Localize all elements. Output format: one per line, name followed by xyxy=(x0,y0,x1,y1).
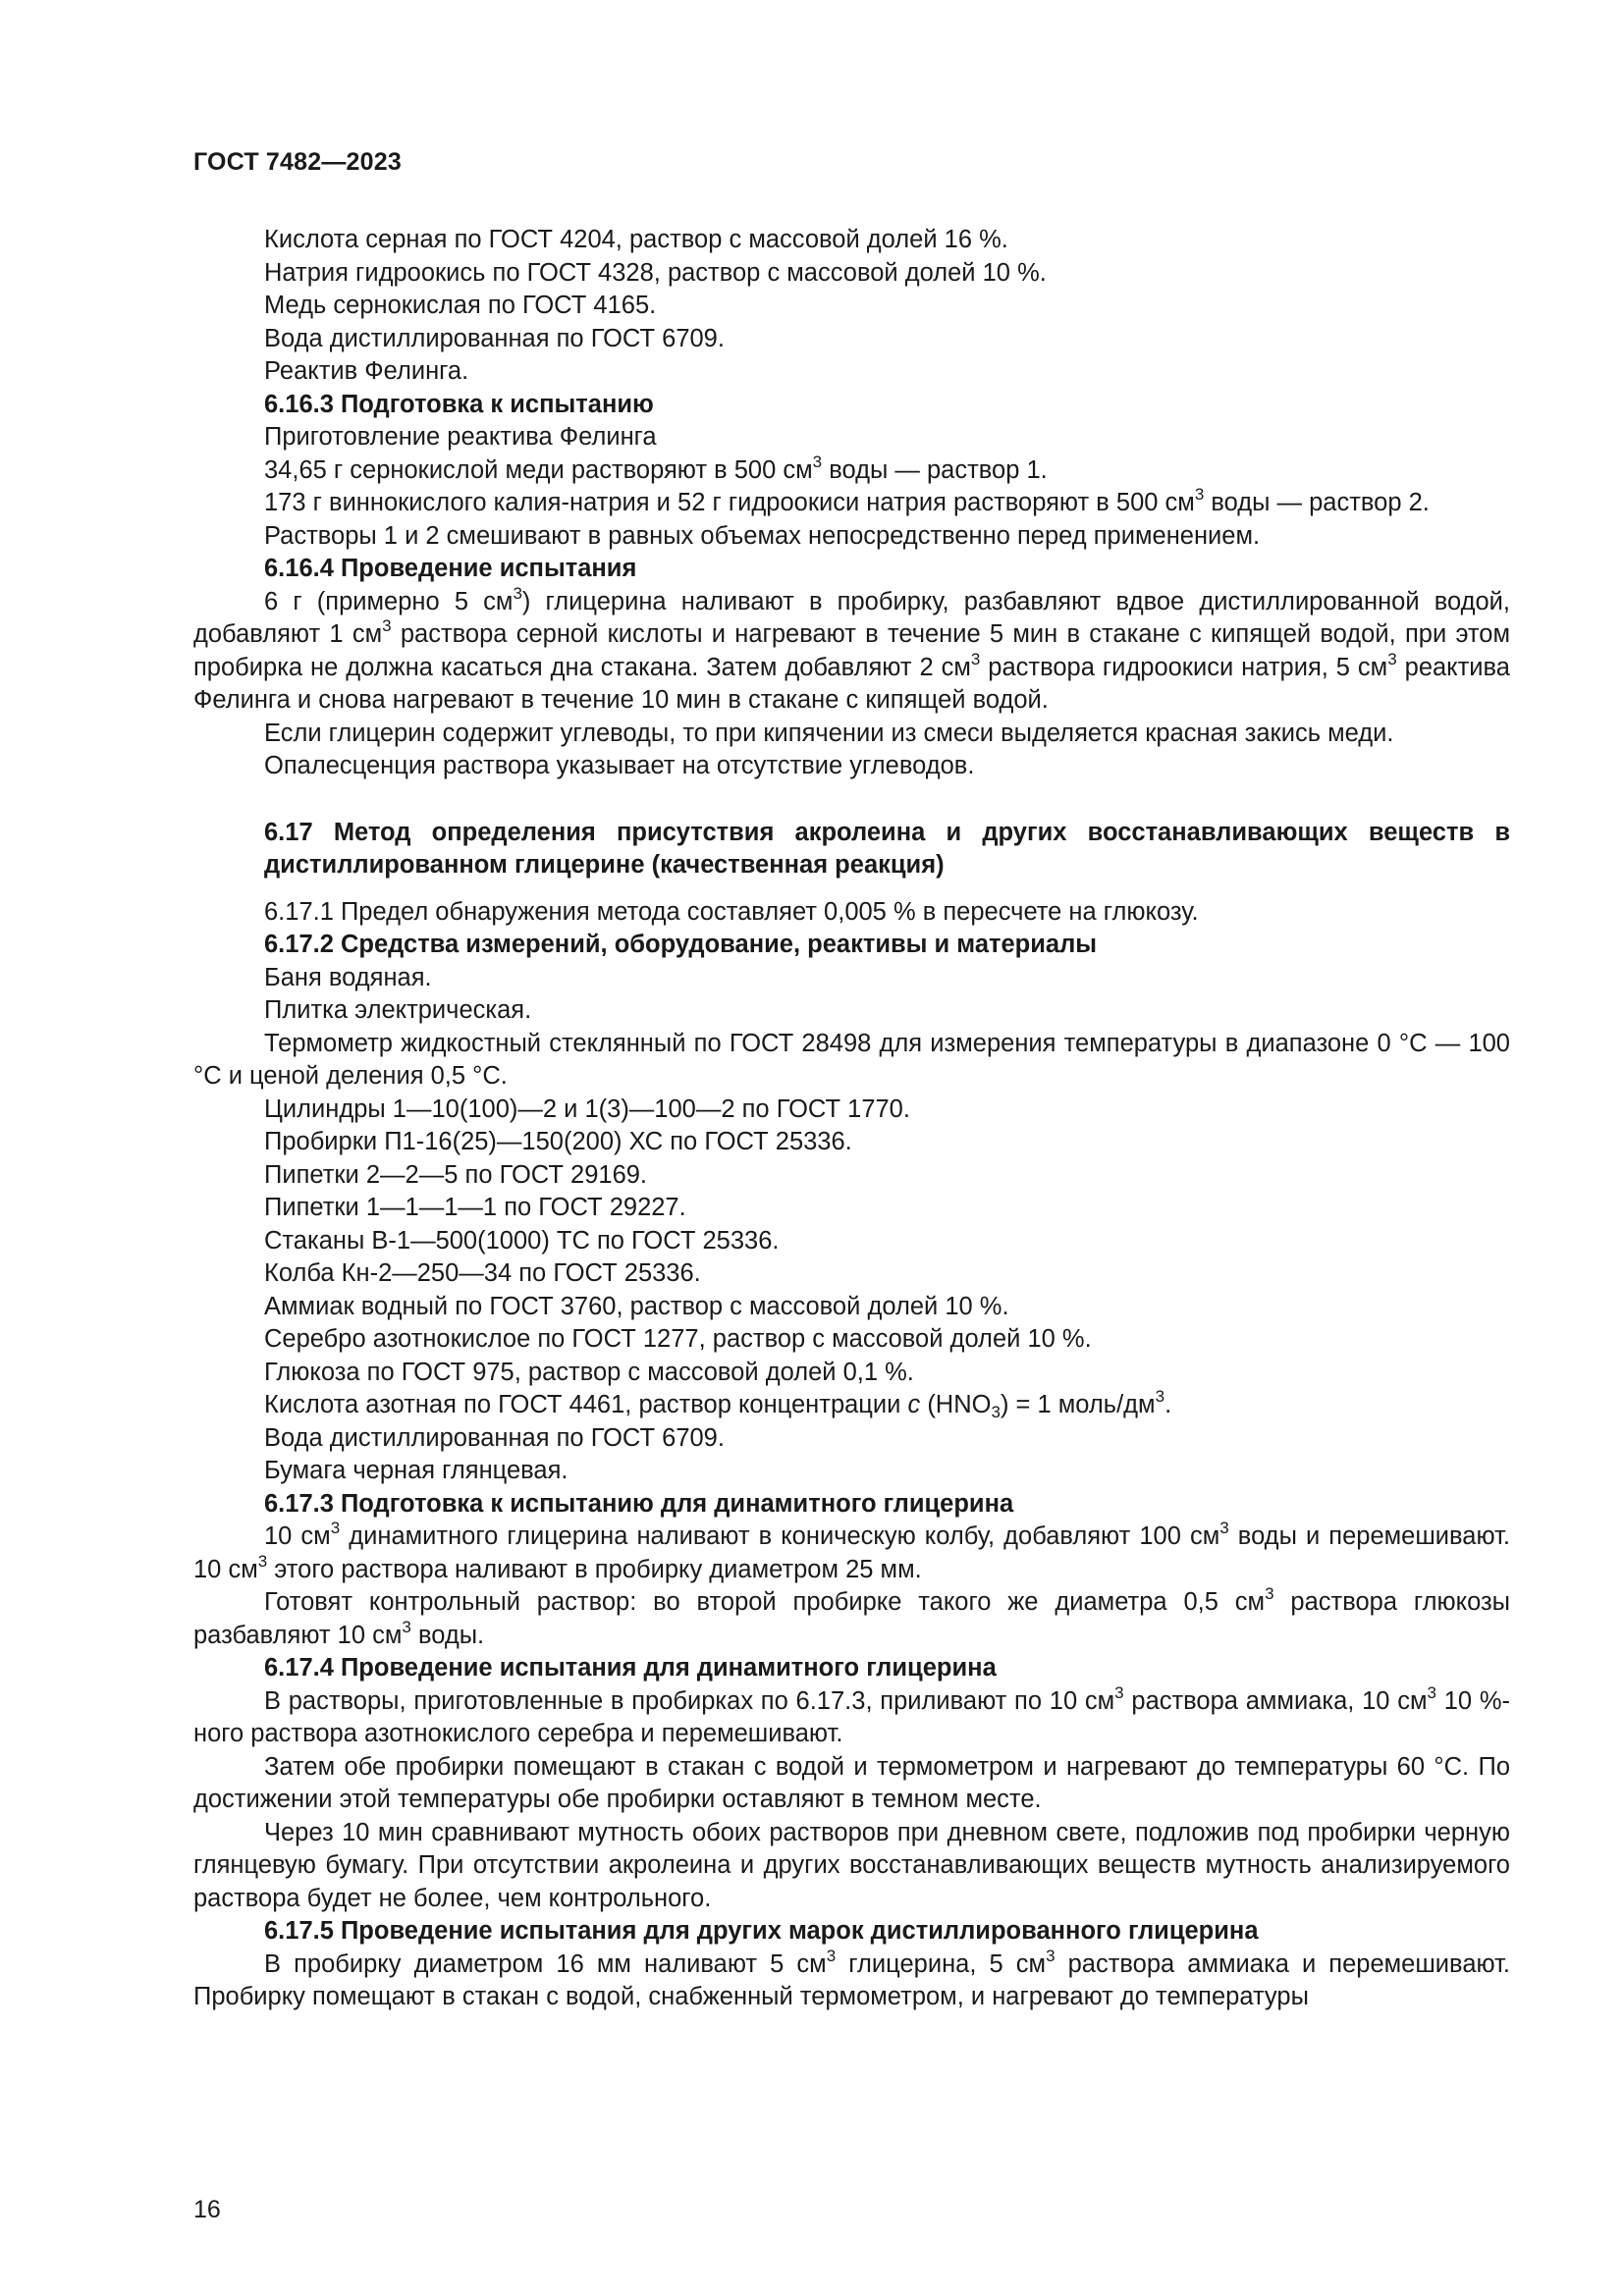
equipment-line: Цилиндры 1—10(100)—2 и 1(3)—100—2 по ГОСТ 1770. xyxy=(264,1095,910,1123)
paragraph: Через 10 мин сравнивают мутность обоих растворов при дневном свете, подложив под пробирки черную глянцевую бумагу. При отсутствии акролеина и других восстанавливающих веществ мутность анализируемого раствора будет не более, чем контрольного. xyxy=(193,1818,1510,1912)
section-heading: 6.17.2 Средства измерений, оборудование, реактивы и материалы xyxy=(264,931,1098,958)
paragraph: В растворы, приготовленные в пробирках по 6.17.3, приливают по 10 $см^3$ раствора аммиака, 10 $см^3$ 10 %-ного раствора азотнокислого серебра и перемешивают. xyxy=(193,1682,1510,1747)
paragraph: Приготовление реактива Фелинга xyxy=(264,423,657,451)
reagent-line: Бумага черная глянцевая. xyxy=(264,1457,568,1484)
equipment-line: Пробирки П1-16(25)—150(200) ХС по ГОСТ 25336. xyxy=(264,1128,852,1155)
equipment-line: Стаканы В-1—500(1000) ТС по ГОСТ 25336. xyxy=(264,1226,780,1255)
page-number: 16 xyxy=(193,2196,221,2223)
standard-header: ГОСТ 7482—2023 xyxy=(193,148,402,176)
section-heading: 6.17.3 Подготовка к испытанию для динамитного глицерина xyxy=(264,1489,1014,1518)
section-heading: 6.17.5 Проведение испытания для других марок дистиллированного глицерина xyxy=(264,1917,1259,1945)
equipment-line: Баня водяная. xyxy=(264,963,432,991)
section-heading: 6.17.4 Проведение испытания для динамитного глицерина xyxy=(264,1654,997,1682)
reagent-line: Кислота серная по ГОСТ 4204, раствор с массовой долей 16 %. xyxy=(264,226,1008,253)
equipment-line: Пипетки 2—2—5 по ГОСТ 29169. xyxy=(264,1160,648,1189)
reagent-line: Натрия гидроокись по ГОСТ 4328, раствор с массовой долей 10 %. xyxy=(264,258,1047,287)
equipment-line: Плитка электрическая. xyxy=(264,996,532,1024)
reagent-line: Вода дистиллированная по ГОСТ 6709. xyxy=(264,1423,725,1452)
paragraph: Растворы 1 и 2 смешивают в равных объемах непосредственно перед применением. xyxy=(264,521,1261,550)
section-heading: 6.17 Метод определения присутствия акролеина и других восстанавливающих веществ в дистиллированном глицерине (качественная реакция) xyxy=(264,818,1510,879)
paragraph: Опалесценция раствора указывает на отсутствие углеводов. xyxy=(264,752,975,779)
reagent-line: Глюкоза по ГОСТ 975, раствор с массовой долей 0,1 %. xyxy=(264,1358,914,1386)
reagent-line: Вода дистиллированная по ГОСТ 6709. xyxy=(264,324,725,352)
reagent-line: Аммиак водный по ГОСТ 3760, раствор с массовой долей 10 %. xyxy=(264,1292,1009,1320)
equipment-line: Пипетки 1—1—1—1 по ГОСТ 29227. xyxy=(264,1194,686,1221)
paragraph: 6 г (примерно 5 $см^3$) глицерина наливают в пробирку, разбавляют вдвое дистиллированной водой, добавляют 1 $см^3$ раствора серной кислоты и нагревают в течение 5 мин в стакане с кипящей водой, при этом пробирка не должна касаться дна стакана. Затем добавляют 2 $см^3$ раствора гидроокиси натрия, 5 $см^3$ реактива Фелинга и снова нагревают в течение 10 мин в стакане с кипящей водой. xyxy=(193,583,1511,714)
paragraph: 34,65 г сернокислой меди растворяют в 500 $см^3$ воды — раствор 1. xyxy=(264,452,1048,484)
paragraph: Готовят контрольный раствор: во второй пробирке такого же диаметра 0,5 $см^3$ раствора глюкозы разбавляют 10 $см^3$ воды. xyxy=(193,1584,1511,1649)
paragraph: 10 $см^3$ динамитного глицерина наливают в коническую колбу, добавляют 100 $см^3$ воды и перемешивают. 10 $см^3$ этого раствора наливают в пробирку диаметром 25 мм. xyxy=(193,1519,1510,1583)
section-heading: 6.16.4 Проведение испытания xyxy=(264,555,637,582)
reagent-line: Серебро азотнокислое по ГОСТ 1277, раствор с массовой долей 10 %. xyxy=(264,1325,1092,1353)
paragraph: 6.17.1 Предел обнаружения метода составляет 0,005 % в пересчете на глюкозу. xyxy=(264,897,1199,926)
equipment-line: Термометр жидкостный стеклянный по ГОСТ 28498 для измерения температуры в диапазоне 0 °С — 100 °С и ценой деления 0,5 °С. xyxy=(193,1029,1510,1090)
paragraph: Если глицерин содержит углеводы, то при кипячении из смеси выделяется красная закись меди. xyxy=(264,719,1394,747)
paragraph: 173 г виннокислого калия-натрия и 52 г гидроокиси натрия растворяют в 500 $см^3$ воды — раствор 2. xyxy=(264,485,1430,516)
reagent-line: Реактив Фелинга. xyxy=(264,357,469,385)
reagent-line: Медь сернокислая по ГОСТ 4165. xyxy=(264,292,657,319)
section-heading: 6.16.3 Подготовка к испытанию xyxy=(264,390,654,418)
paragraph: Затем обе пробирки помещают в стакан с водой и термометром и нагревают до температуры 60 °С. По достижении этой температуры обе пробирки оставляют в темном месте. xyxy=(193,1752,1510,1813)
reagent-line: Кислота азотная по ГОСТ 4461, раствор концентрации c $(HNO_3) = 1$ моль/$дм^3$. xyxy=(264,1387,1172,1421)
document-body xyxy=(193,224,1510,2014)
paragraph: В пробирку диаметром 16 мм наливают 5 $см^3$ глицерина, 5 $см^3$ раствора аммиака и перемешивают. Пробирку помещают в стакан с водой, снабженный термометром, и нагревают до температуры xyxy=(193,1946,1510,2010)
equipment-line: Колба Кн-2—250—34 по ГОСТ 25336. xyxy=(264,1259,701,1287)
